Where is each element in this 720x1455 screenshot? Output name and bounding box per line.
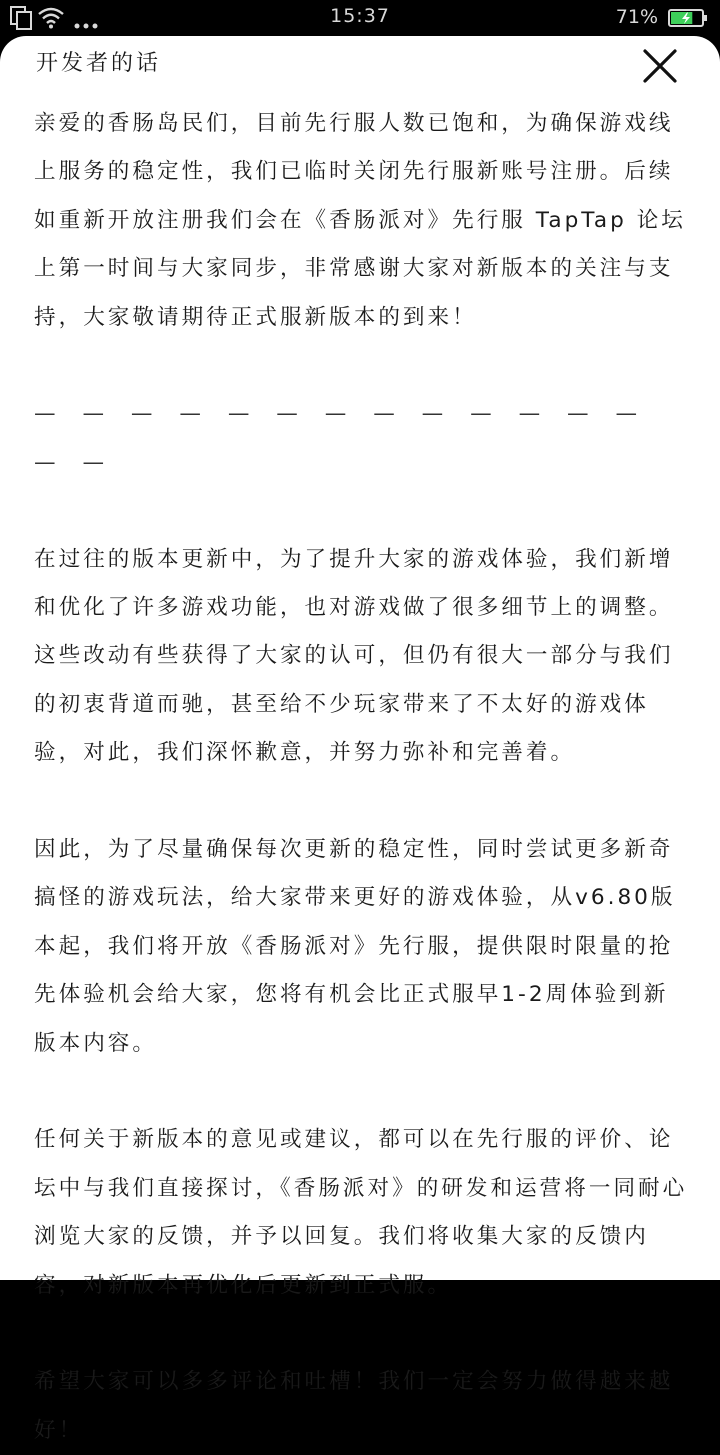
close-icon[interactable]: [636, 42, 684, 90]
status-time: 15:37: [330, 5, 390, 27]
close-button[interactable]: [636, 42, 684, 90]
status-bar: [0, 0, 720, 36]
paragraph-past-updates: 在过往的版本更新中，为了提升大家的游戏体验，我们新增和优化了许多游戏功能，也对游戏做了很多细节上的调整。这些改动有些获得了大家的认可，但仍有很大一部分与我们的初衷背道而驰，甚至给不少玩家带来了不太好的游戏体验，对此，我们深怀歉意，并努力弥补和完善着。: [34, 546, 674, 766]
paragraph-pre-release-server: 因此，为了尽量确保每次更新的稳定性，同时尝试更多新奇搞怪的游戏玩法，给大家带来更好的游戏体验，从v6.80版本起，我们将开放《香肠派对》先行服，提供限时限量的抢先体验机会给大家，您将有机会比正式服早1-2周体验到新版本内容。: [34, 837, 676, 1056]
battery-percent: 71%: [615, 6, 658, 28]
paragraph-feedback: 任何关于新版本的意见或建议，都可以在先行服的评价、论坛中与我们直接探讨，《香肠派对》的研发和运营将一同耐心浏览大家的反馈，并予以回复。我们将收集大家的反馈内容，对新版本再优化后更新到正式服。: [34, 1127, 688, 1298]
battery-icon: [668, 9, 708, 27]
paragraph-registration-closed: 亲爱的香肠岛民们，目前先行服人数已饱和，为确保游戏线上服务的稳定性，我们已临时关闭先行服新账号注册。后续如重新开放注册我们会在《香肠派对》先行服 TapTap 论坛上第一时间与大家同步，非常感谢大家对新版本的关注与支持，大家敬请期待正式服新版本的到来！: [34, 111, 686, 330]
developer-message-dialog: [0, 36, 720, 1443]
divider-line: — — — — — — — — — — — — — — —: [34, 401, 648, 475]
message-body: [34, 100, 690, 1455]
dialog-title: 开发者的话: [36, 51, 162, 76]
paragraph-closing: 希望大家可以多多评论和吐槽！我们一定会努力做得越来越好！: [34, 1369, 674, 1443]
